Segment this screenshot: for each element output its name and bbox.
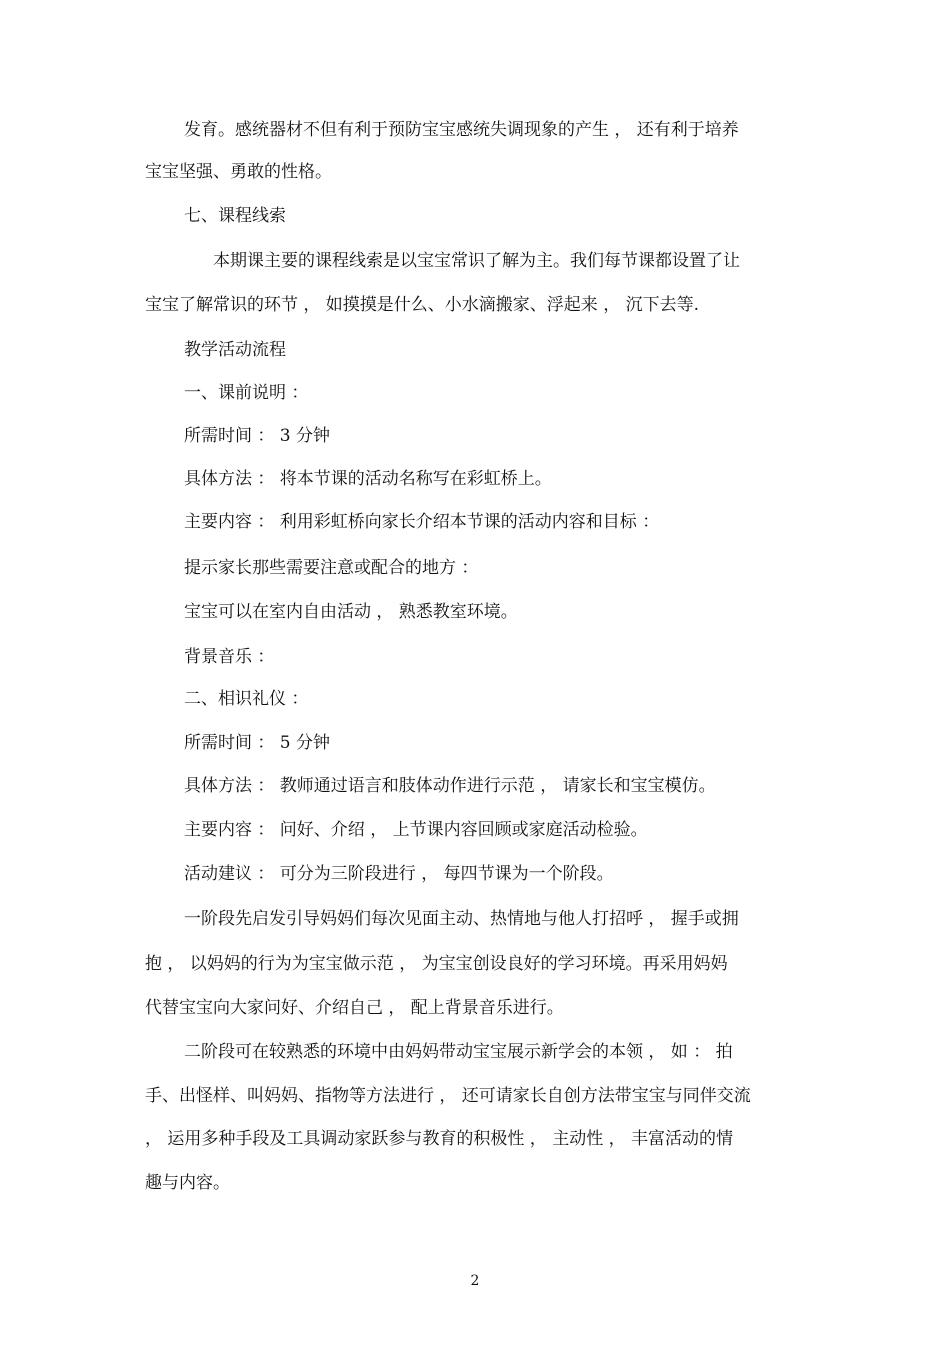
text-line: 所需时间 ： 3 分钟 — [184, 426, 331, 446]
text-line: 背景音乐 ： — [184, 647, 275, 667]
text-line: 抱 ， 以妈妈的行为为宝宝做示范 ， 为宝宝创设良好的学习环境。再采用妈妈 — [145, 954, 728, 974]
text-line: ， 运用多种手段及工具调动家跃参与教育的积极性 ， 主动性 ， 丰富活动的情 — [145, 1129, 734, 1149]
text-line: 一阶段先启发引导妈妈们每次见面主动、热情地与他人打招呼 ， 握手或拥 — [184, 909, 739, 929]
section-heading: 七、课程线索 — [184, 206, 286, 226]
page-number: 2 — [470, 1273, 480, 1289]
text-line: 具体方法 ： 将本节课的活动名称写在彩虹桥上。 — [184, 469, 552, 489]
text-line: 具体方法 ： 教师通过语言和肢体动作进行示范 ， 请家长和宝宝模仿。 — [184, 776, 716, 796]
text-line: 宝宝可以在室内自由活动 ， 熟悉教室环境。 — [184, 602, 518, 622]
text-line: 提示家长那些需要注意或配合的地方 ： — [184, 558, 479, 578]
text-line: 所需时间 ： 5 分钟 — [184, 733, 331, 753]
text-line: 主要内容 ： 利用彩虹桥向家长介绍本节课的活动内容和目标 ： — [184, 512, 660, 532]
text-line: 宝宝坚强、勇敢的性格。 — [145, 162, 332, 182]
text-line: 二阶段可在较熟悉的环境中由妈妈带动宝宝展示新学会的本领 ， 如 ： 拍 — [184, 1042, 733, 1062]
text-line: 主要内容 ： 问好、介绍 ， 上节课内容回顾或家庭活动检验。 — [184, 820, 648, 840]
text-line: 代替宝宝向大家问好、介绍自己 ， 配上背景音乐进行。 — [145, 998, 564, 1018]
section-heading: 二、相识礼仪 ： — [184, 689, 309, 709]
section-heading: 一、课前说明 ： — [184, 383, 309, 403]
text-line: 本期课主要的课程线索是以宝宝常识了解为主。我们每节课都设置了让 — [213, 251, 740, 271]
text-line: 趣与内容。 — [145, 1173, 230, 1193]
section-heading: 教学活动流程 — [184, 340, 286, 360]
text-line: 活动建议 ： 可分为三阶段进行 ， 每四节课为一个阶段。 — [184, 864, 614, 884]
text-line: 宝宝了解常识的环节 ， 如摸摸是什么、小水滴搬家、浮起来 ， 沉下去等. — [145, 295, 700, 315]
text-line: 手、出怪样、叫妈妈、指物等方法进行 ， 还可请家长自创方法带宝宝与同伴交流 — [145, 1086, 751, 1106]
text-line: 发育。感统器材不但有利于预防宝宝感统失调现象的产生 ， 还有利于培养 — [184, 120, 739, 140]
